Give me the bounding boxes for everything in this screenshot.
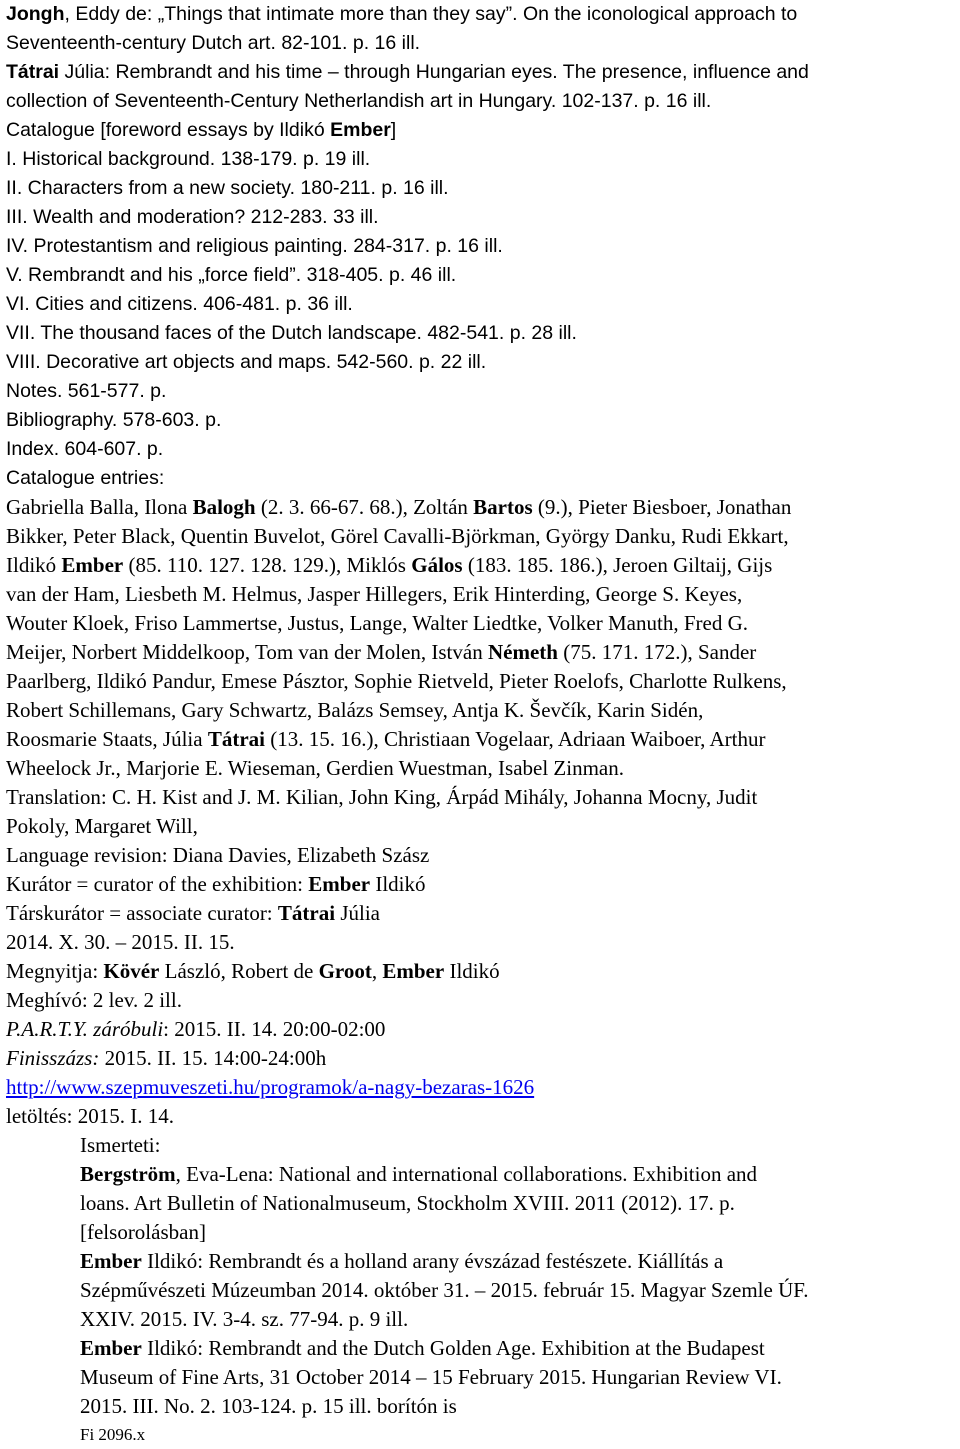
contributors-text: Paarlberg, Ildikó Pandur, Emese Pásztor, Sophie Rietveld, Pieter Roelofs, Charlotte Rulkens, — [6, 669, 787, 693]
contributors-line — [6, 551, 772, 580]
chapter-text: IV. Protestantism and religious painting. 284-317. p. 16 ill. — [6, 235, 503, 257]
author-surname: Ember — [61, 553, 124, 577]
party-label: P.A.R.T.Y. záróbuli — [6, 1017, 164, 1041]
review-line — [80, 1189, 735, 1218]
invitation-line — [6, 986, 182, 1015]
review-line — [80, 1363, 782, 1392]
contributors-text: (13. 15. 16.), Christiaan Vogelaar, Adriaan Waiboer, Arthur — [264, 727, 766, 751]
chapter-line — [6, 319, 577, 348]
contributors-text: van der Ham, Liesbeth M. Helmus, Jasper Hillegers, Erik Hinterding, George S. Keyes, — [6, 582, 743, 606]
party-text: : 2015. II. 14. 20:00-02:00 — [163, 1017, 386, 1041]
section-label — [6, 464, 164, 493]
chapter-line — [6, 406, 221, 435]
review-line — [80, 1334, 765, 1363]
contributors-text: Meijer, Norbert Middelkoop, Tom van der Molen, István — [6, 640, 488, 664]
finissage-label: Finisszázs: — [6, 1046, 100, 1070]
download-date-text: letöltés: 2015. I. 14. — [6, 1104, 174, 1128]
chapter-line — [6, 377, 166, 406]
review-text: Museum of Fine Arts, 31 October 2014 – 15 February 2015. Hungarian Review VI. — [80, 1365, 782, 1389]
author-surname: Bartos — [473, 495, 533, 519]
invitation-text: Meghívó: 2 lev. 2 ill. — [6, 988, 182, 1012]
chapter-line — [6, 145, 370, 174]
associate-curator-text: Júlia — [335, 901, 380, 925]
chapter-line — [6, 261, 456, 290]
exhibition-dates-line — [6, 928, 235, 957]
opening-text: , — [371, 959, 383, 983]
chapter-text: I. Historical background. 138-179. p. 19 ill. — [6, 148, 371, 170]
review-line — [80, 1305, 408, 1334]
review-line — [80, 1392, 457, 1421]
download-date-line — [6, 1102, 174, 1131]
review-text: Ildikó: Rembrandt and the Dutch Golden Age. Exhibition at the Budapest — [141, 1336, 765, 1360]
author-surname: Tátrai — [207, 727, 265, 751]
review-line — [80, 1160, 757, 1189]
associate-curator-line — [6, 899, 380, 928]
ref-text: Catalogue [foreword essays by Ildikó — [6, 119, 331, 141]
ref-line — [6, 58, 809, 87]
ref-text: Júlia: Rembrandt and his time – through Hungarian eyes. The presence, influence and — [59, 61, 809, 83]
contributors-text: Wheelock Jr., Marjorie E. Wieseman, Gerdien Wuestman, Isabel Zinman. — [6, 756, 625, 780]
translation-line — [6, 812, 198, 841]
review-line — [80, 1276, 808, 1305]
program-link[interactable]: http://www.szepmuveszeti.hu/programok/a-nagy-bezaras-1626 — [6, 1075, 535, 1099]
associate-curator-text: Társkurátor = associate curator: — [6, 901, 278, 925]
review-text: XXIV. 2015. IV. 3-4. sz. 77-94. p. 9 ill. — [80, 1307, 409, 1331]
ref-text: Seventeenth-century Dutch art. 82-101. p. 16 ill. — [6, 32, 421, 54]
contributors-text: Bikker, Peter Black, Quentin Buvelot, Görel Cavalli-Björkman, György Danku, Rudi Ekkart, — [6, 524, 789, 548]
chapter-text: Index. 604-607. p. — [6, 438, 164, 460]
chapter-text: V. Rembrandt and his „force field”. 318-405. p. 46 ill. — [6, 264, 457, 286]
ref-line — [6, 87, 711, 116]
language-revision-line — [6, 841, 429, 870]
chapter-text: II. Characters from a new society. 180-211. p. 16 ill. — [6, 177, 449, 199]
chapter-text: Notes. 561-577. p. — [6, 380, 167, 402]
url-line — [6, 1073, 534, 1102]
ref-text: ] — [390, 119, 397, 141]
author-surname: Ember — [382, 959, 445, 983]
translation-line — [6, 783, 757, 812]
author-surname: Ember — [80, 1336, 142, 1360]
contributors-line — [6, 609, 748, 638]
review-text: Ildikó: Rembrandt és a holland arany évszázad festészete. Kiállítás a — [141, 1249, 724, 1273]
ref-text: , Eddy de: „Things that intimate more than they say”. On the iconological approach to — [64, 3, 798, 25]
opening-line — [6, 957, 500, 986]
translation-text: Pokoly, Margaret Will, — [6, 814, 198, 838]
contributors-text: (85. 110. 127. 128. 129.), Miklós — [123, 553, 412, 577]
review-text: [felsorolásban] — [80, 1220, 206, 1244]
party-line — [6, 1015, 385, 1044]
chapter-text: VII. The thousand faces of the Dutch landscape. 482-541. p. 28 ill. — [6, 322, 577, 344]
author-surname: Jongh — [6, 3, 65, 25]
author-surname: Bergström — [80, 1162, 176, 1186]
chapter-line — [6, 290, 353, 319]
review-line — [80, 1218, 206, 1247]
contributors-text: (2. 3. 66-67. 68.), Zoltán — [255, 495, 474, 519]
chapter-line — [6, 348, 486, 377]
contributors-text: (9.), Pieter Biesboer, Jonathan — [532, 495, 792, 519]
shelfmark — [80, 1420, 145, 1449]
chapter-text: VIII. Decorative art objects and maps. 542-560. p. 22 ill. — [6, 351, 487, 373]
contributors-line — [6, 696, 703, 725]
author-surname: Tátrai — [277, 901, 336, 925]
contributors-line — [6, 522, 789, 551]
author-surname: Ember — [80, 1249, 142, 1273]
contributors-line — [6, 493, 791, 522]
translation-text: Translation: C. H. Kist and J. M. Kilian, John King, Árpád Mihály, Johanna Mocny, Judit — [6, 785, 758, 809]
author-surname: Balogh — [192, 495, 256, 519]
author-surname: Kövér — [103, 959, 160, 983]
curator-line — [6, 870, 426, 899]
contributors-line — [6, 754, 624, 783]
contributors-line — [6, 638, 756, 667]
chapter-text: III. Wealth and moderation? 212-283. 33 ill. — [6, 206, 379, 228]
language-revision-text: Language revision: Diana Davies, Elizabeth Szász — [6, 843, 430, 867]
exhibition-dates-text: 2014. X. 30. – 2015. II. 15. — [6, 930, 235, 954]
contributors-line — [6, 725, 766, 754]
author-surname: Tátrai — [6, 61, 60, 83]
chapter-line — [6, 435, 163, 464]
contributors-text: Gabriella Balla, Ilona — [6, 495, 193, 519]
chapter-line — [6, 232, 503, 261]
ref-line — [6, 29, 420, 58]
contributors-line — [6, 580, 742, 609]
contributors-text: Robert Schillemans, Gary Schwartz, Balázs Semsey, Antja K. Ševčík, Karin Sidén, — [6, 698, 704, 722]
contributors-text: (183. 185. 186.), Jeroen Giltaij, Gijs — [462, 553, 773, 577]
ref-text: collection of Seventeenth-Century Netherlandish art in Hungary. 102-137. p. 16 ill. — [6, 90, 712, 112]
finissage-line — [6, 1044, 326, 1073]
chapter-text: Bibliography. 578-603. p. — [6, 409, 222, 431]
opening-text: Ildikó — [444, 959, 500, 983]
review-text: loans. Art Bulletin of Nationalmuseum, Stockholm XVIII. 2011 (2012). 17. p. — [80, 1191, 735, 1215]
contributors-text: Wouter Kloek, Friso Lammertse, Justus, Lange, Walter Liedtke, Volker Manuth, Fred G. — [6, 611, 748, 635]
ref-line — [6, 0, 797, 29]
review-text: Szépművészeti Múzeumban 2014. október 31. – 2015. február 15. Magyar Szemle ÚF. — [80, 1278, 809, 1302]
contributors-text: (75. 171. 172.), Sander — [557, 640, 757, 664]
author-surname: Ember — [308, 872, 371, 896]
shelfmark-text: Fi 2096.x — [80, 1425, 146, 1444]
review-line — [80, 1247, 723, 1276]
opening-text: Megnyitja: — [6, 959, 104, 983]
review-text: , Eva-Lena: National and international collaborations. Exhibition and — [175, 1162, 758, 1186]
opening-text: László, Robert de — [159, 959, 319, 983]
author-surname: Németh — [487, 640, 558, 664]
contributors-text: Ildikó — [6, 553, 62, 577]
chapter-line — [6, 203, 379, 232]
curator-text: Kurátor = curator of the exhibition: — [6, 872, 309, 896]
reviews-label — [80, 1131, 160, 1160]
chapter-text: VI. Cities and citizens. 406-481. p. 36 ill. — [6, 293, 353, 315]
contributors-line — [6, 667, 787, 696]
author-surname: Gálos — [411, 553, 463, 577]
section-label-text: Catalogue entries: — [6, 467, 165, 489]
finissage-text: 2015. II. 15. 14:00-24:00h — [99, 1046, 327, 1070]
author-surname: Ember — [330, 119, 391, 141]
author-surname: Groot — [318, 959, 372, 983]
contributors-text: Roosmarie Staats, Júlia — [6, 727, 208, 751]
review-text: 2015. III. No. 2. 103-124. p. 15 ill. borítón is — [80, 1394, 457, 1418]
ref-line — [6, 116, 396, 145]
chapter-line — [6, 174, 449, 203]
reviews-label-text: Ismerteti: — [80, 1133, 161, 1157]
curator-text: Ildikó — [370, 872, 426, 896]
